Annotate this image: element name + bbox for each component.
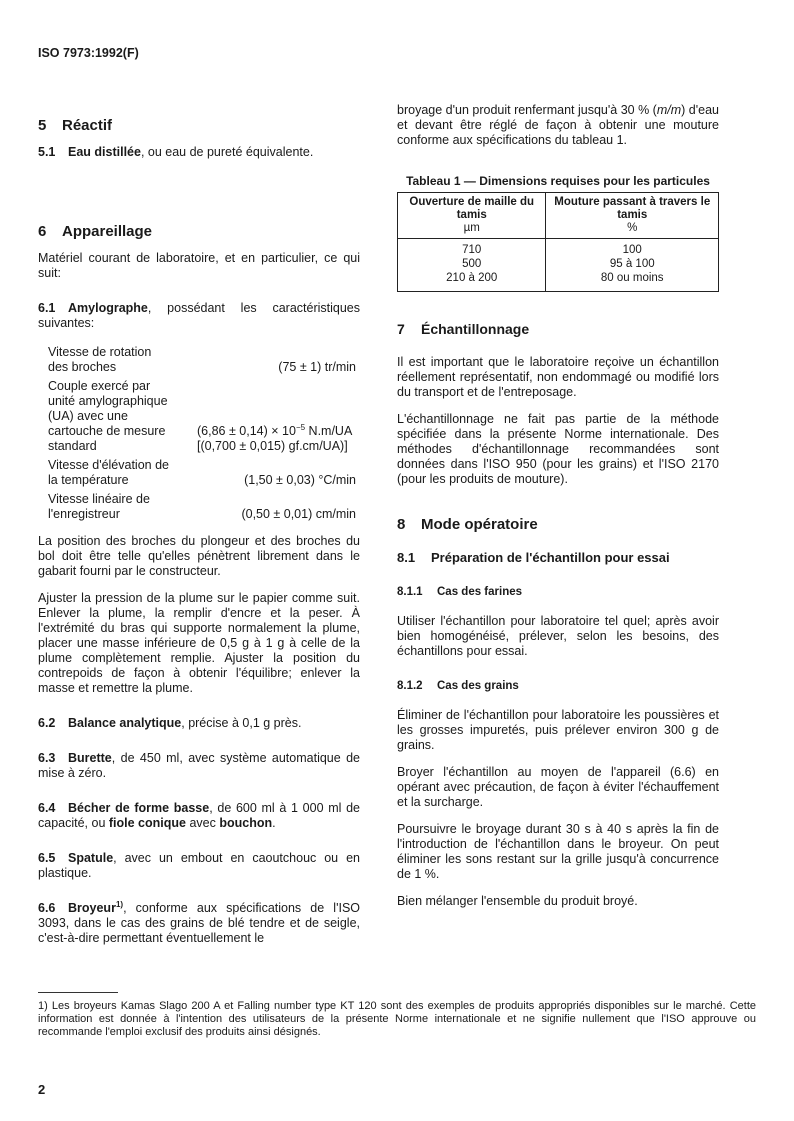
section-8-heading: 8 Mode opératoire xyxy=(397,516,538,533)
spec-row xyxy=(48,345,360,375)
section-8-1-heading: 8.1 Préparation de l'échantillon pour essai xyxy=(397,550,670,565)
table-header-row xyxy=(398,193,719,239)
para-ajuster-plume: Ajuster la pression de la plume sur le papier comme suit. Enlever la plume, la remplir d'encre et la peser. À l'extrémité du bras qui supporte normalement la plume, placer une masse inférieure de 0,5 g à 1 g à celle de la plume complètement remplie. Ajuster la position du contrepoids de façon à obtenir l'équilibre; enlever la masse et remettre la plume. xyxy=(38,591,360,695)
section-7-heading: 7 Échantillonnage xyxy=(397,321,530,337)
right-column xyxy=(397,103,719,921)
section-8-1-2-para-1: Éliminer de l'échantillon pour laboratoire les poussières et les grosses impuretés, puis prélever environ 300 g de grains. xyxy=(397,708,719,752)
section-6-intro: Matériel courant de laboratoire, et en particulier, ce qui suit: xyxy=(38,251,360,280)
section-8-1-2-para-3: Poursuivre le broyage durant 30 s à 40 s après la fin de l'introduction de l'échantillon dans le broyeur. On peut éliminer les sons restant sur la grille jusqu'à concurrence de 1 %. xyxy=(397,822,719,881)
document-id: ISO 7973:1992(F) xyxy=(38,46,139,60)
left-column xyxy=(38,118,360,958)
spec-label: Vitesse de rotation des broches xyxy=(48,345,152,374)
column-header-passing: Mouture passant à travers le tamis % xyxy=(546,193,719,239)
amylograph-spec-list xyxy=(48,345,360,522)
section-8-1-1-para: Utiliser l'échantillon pour laboratoire tel quel; après avoir bien homogénéisé, prélever, selon les besoins, des échantillons pour essai. xyxy=(397,614,719,658)
spec-label: Vitesse linéaire de l'enregistreur xyxy=(48,492,150,521)
footnote: 1) Les broyeurs Kamas Slago 200 A et Falling number type KT 120 sont des exemples de produits appropriés disponibles sur le marché. Cette information est donnée à l'intention des utilisateurs de la présente Norme internationale et ne signifie nullement que l'ISO approuve ou recommande l'emploi exclusif des produits ainsi désignés. xyxy=(38,1000,756,1038)
table-cell-openings: 710 500 210 à 200 xyxy=(398,239,546,292)
spec-value: (1,50 ± 0,03) °C/min xyxy=(244,473,356,487)
clause-6-6-continued: broyage d'un produit renfermant jusqu'à 30 % (m/m) d'eau et devant être réglé de façon à obtenir une mouture conforme aux spécifications du tableau 1. xyxy=(397,103,719,147)
section-7-para-2: L'échantillonnage ne fait pas partie de la méthode spécifiée dans la présente Norme internationale. Des méthodes d'échantillonnage recommandées sont données dans l'ISO 950 (pour les grains) et l'ISO 2170 (pour les produits de mouture). xyxy=(397,412,719,486)
clause-6-1: 6.1 Amylographe, possédant les caractéristiques suivantes: xyxy=(38,301,360,330)
column-header-opening: Ouverture de maille du tamis µm xyxy=(398,193,546,239)
particle-size-table xyxy=(397,192,719,292)
section-5-heading: 5 Réactif xyxy=(38,117,113,134)
footnote-divider xyxy=(38,992,118,993)
section-8-1-2-heading: 8.1.2 Cas des grains xyxy=(397,680,519,692)
clause-5-1: 5.1 Eau distillée, ou eau de pureté équivalente. xyxy=(38,145,314,159)
spec-value: $(6,86 \pm 0,14) \times 10^{-5}$ N.m/UA [(0,700 ± 0,015) gf.cm/UA)] xyxy=(197,422,353,453)
section-8-1-1-heading: 8.1.1 Cas des farines xyxy=(397,586,523,598)
clause-6-6: 6.6 Broyeur$^{1)}$, conforme aux spécifications de l'ISO 3093, dans le cas des grains de blé tendre et de seigle, c'est-à-dire permettant éventuellement le xyxy=(38,899,360,945)
clause-6-4: 6.4 Bécher de forme basse, de 600 ml à 1 000 ml de capacité, ou fiole conique avec bouchon. xyxy=(38,801,361,830)
table-1-caption: Tableau 1 — Dimensions requises pour les particules xyxy=(406,174,710,188)
spec-row xyxy=(48,379,360,454)
section-6-heading: 6 Appareillage xyxy=(38,223,153,240)
section-8-1-2-para-2: Broyer l'échantillon au moyen de l'appareil (6.6) en opérant avec précaution, de façon à éviter l'échauffement et la surcharge. xyxy=(397,765,719,809)
clause-6-2: 6.2 Balance analytique, précise à 0,1 g près. xyxy=(38,716,302,730)
page-number: 2 xyxy=(38,1082,46,1097)
section-7-para-1: Il est important que le laboratoire reçoive un échantillon réellement représentatif, non endommagé ou modifié lors du transport et de l'entreposage. xyxy=(397,355,719,399)
spec-value: (0,50 ± 0,01) cm/min xyxy=(241,507,356,521)
clause-6-5: 6.5 Spatule, avec un embout en caoutchouc ou en plastique. xyxy=(38,851,360,880)
section-8-1-2-para-4: Bien mélanger l'ensemble du produit broyé. xyxy=(397,894,638,908)
table-row xyxy=(398,239,719,292)
clause-6-3: 6.3 Burette, de 450 ml, avec système automatique de mise à zéro. xyxy=(38,751,360,780)
spec-value: (75 ± 1) tr/min xyxy=(278,360,356,374)
table-cell-passing: 100 95 à 100 80 ou moins xyxy=(546,239,719,292)
spec-row xyxy=(48,458,360,488)
spec-label: Vitesse d'élévation de la température xyxy=(48,458,169,487)
spec-label: Couple exercé par unité amylographique (UA) avec une cartouche de mesure standard xyxy=(48,379,168,453)
para-broches-position: La position des broches du plongeur et des broches du bol doit être telle qu'elles pénètrent librement dans le gabarit fourni par le constructeur. xyxy=(38,534,360,578)
spec-row xyxy=(48,492,360,522)
